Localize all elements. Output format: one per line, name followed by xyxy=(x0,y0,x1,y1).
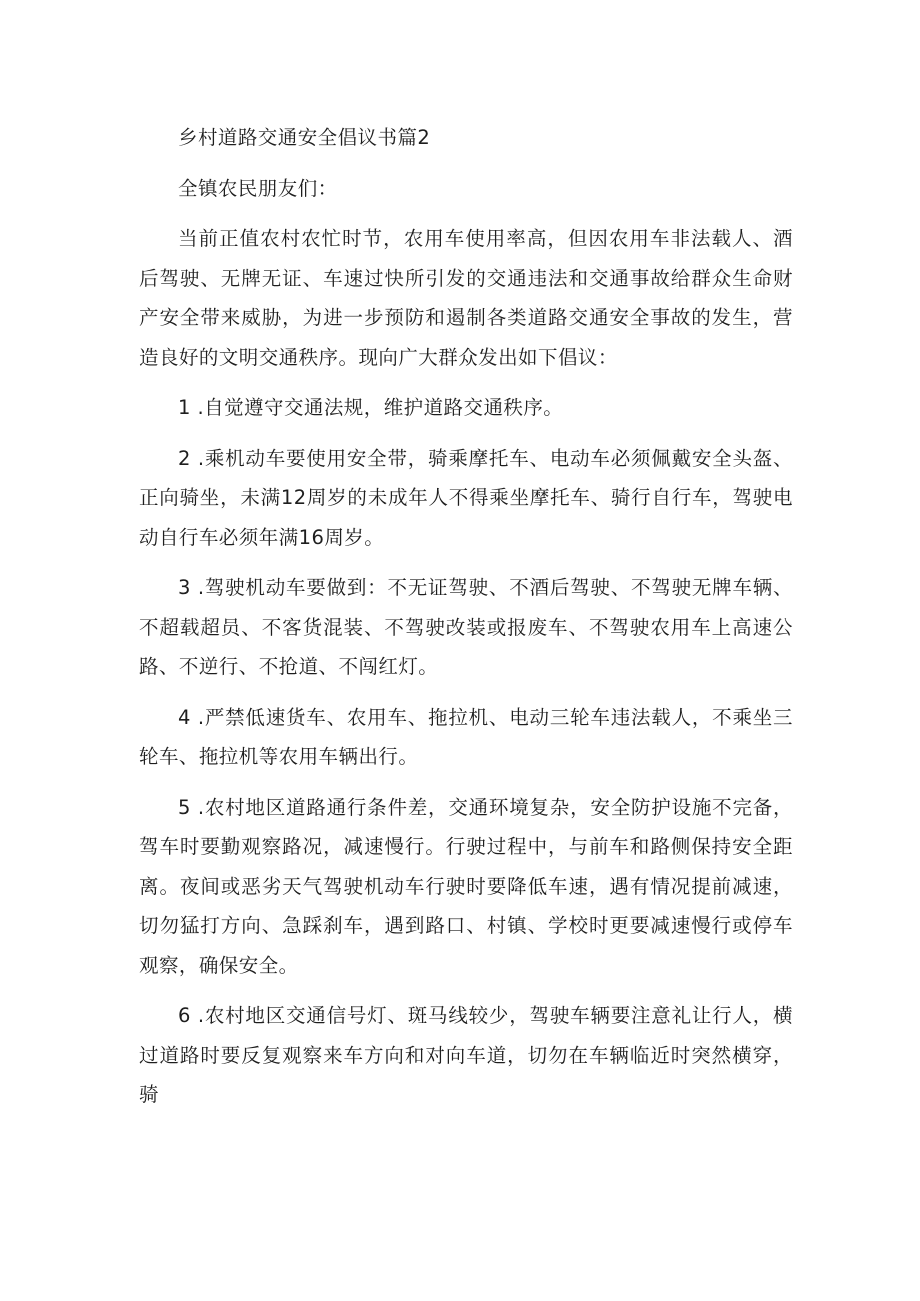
salutation: 全镇农民朋友们： xyxy=(178,176,338,200)
proposal-item-5: 5 .农村地区道路通行条件差，交通环境复杂，安全防护设施不完备，驾车时要勤观察路况，减速慢行。行驶过程中，与前车和路侧保持安全距离。夜间或恶劣天气驾驶机动车行驶时要降低车速，遇有情况提前减速，切勿猛打方向、急踩刹车，遇到路口、村镇、学校时更要减速慢行或停车观察，确保安全。 xyxy=(139,795,793,977)
proposal-item-4: 4 .严禁低速货车、农用车、拖拉机、电动三轮车违法载人，不乘坐三轮车、拖拉机等农用车辆出行。 xyxy=(139,705,793,768)
proposal-item-2: 2 .乘机动车要使用安全带，骑乘摩托车、电动车必须佩戴安全头盔、正向骑坐，未满12周岁的未成年人不得乘坐摩托车、骑行自行车，驾驶电动自行车必须年满16周岁。 xyxy=(139,446,793,549)
document-body xyxy=(139,118,793,1115)
proposal-item-6: 6 .农村地区交通信号灯、斑马线较少，驾驶车辆要注意礼让行人，横过道路时要反复观察来车方向和对向车道，切勿在车辆临近时突然横穿，骑 xyxy=(139,1004,793,1106)
proposal-item-1: 1 .自觉遵守交通法规，维护道路交通秩序。 xyxy=(178,396,564,419)
document-title: 乡村道路交通安全倡议书篇2 xyxy=(178,126,431,149)
intro-paragraph: 当前正值农村农忙时节，农用车使用率高，但因农用车非法载人、酒后驾驶、无牌无证、车速过快所引发的交通违法和交通事故给群众生命财产安全带来威胁，为进一步预防和遏制各类道路交通安全事故的发生，营造良好的文明交通秩序。现向广大群众发出如下倡议： xyxy=(139,227,793,369)
proposal-item-3: 3 .驾驶机动车要做到：不无证驾驶、不酒后驾驶、不驾驶无牌车辆、不超载超员、不客货混装、不驾驶改装或报废车、不驾驶农用车上高速公路、不逆行、不抢道、不闯红灯。 xyxy=(139,576,793,678)
